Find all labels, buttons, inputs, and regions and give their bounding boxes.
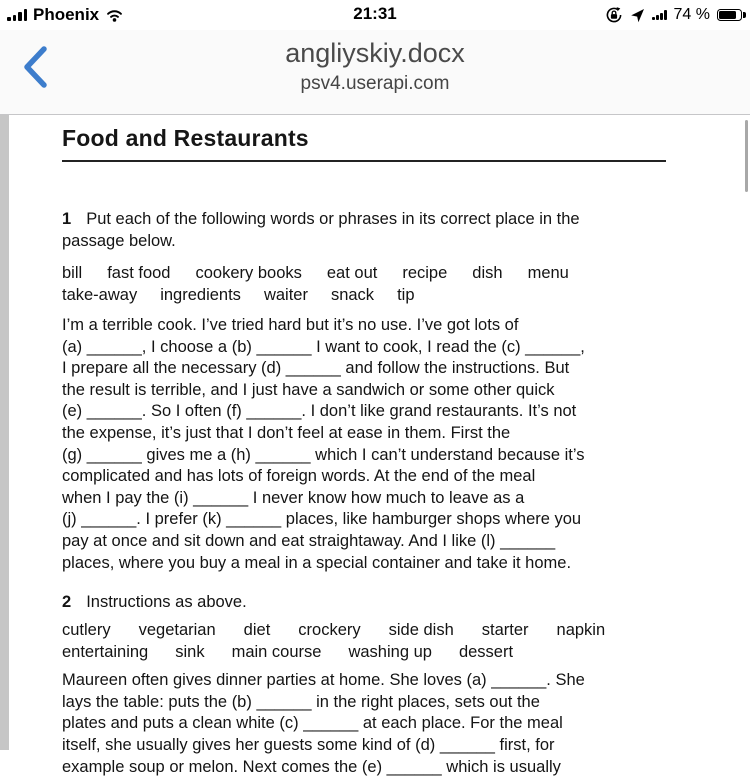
- word: sink: [175, 641, 204, 663]
- battery-icon: [717, 9, 742, 22]
- title-rule: [62, 160, 666, 162]
- file-title: angliyskiy.docx: [0, 30, 750, 70]
- passage-line: (e) ______. So I often (f) ______. I don’t like grand restaurants. It’s not: [62, 401, 700, 423]
- passage-line: when I pay the (i) ______ I never know how much to leave as a: [62, 488, 700, 510]
- word-bank-row: [62, 641, 700, 663]
- document-header: [0, 30, 750, 115]
- word: washing up: [348, 641, 431, 663]
- exercise1-passage: [62, 315, 700, 574]
- status-bar: [0, 0, 750, 30]
- word: recipe: [402, 262, 447, 284]
- passage-line: lays the table: puts the (b) ______ in the right places, sets out the: [62, 692, 700, 714]
- passage-line: I prepare all the necessary (d) ______ and follow the instructions. But: [62, 358, 700, 380]
- rotation-lock-icon: [605, 6, 623, 24]
- clock: 21:31: [353, 4, 396, 24]
- status-bar-right: [605, 6, 742, 24]
- battery-percent-label: 74 %: [674, 6, 710, 24]
- exercise1-instruction-cont: passage below.: [62, 230, 700, 252]
- word: snack: [331, 284, 374, 306]
- passage-line: the expense, it’s just that I don’t feel at ease in them. First the: [62, 423, 700, 445]
- carrier-label: Phoenix: [33, 5, 99, 25]
- file-source: psv4.userapi.com: [0, 72, 750, 95]
- cellular-signal-icon: [7, 9, 27, 21]
- exercise1-heading: [62, 208, 700, 230]
- word: entertaining: [62, 641, 148, 663]
- word: waiter: [264, 284, 308, 306]
- location-icon: [630, 8, 645, 23]
- status-bar-left: [7, 5, 124, 25]
- passage-line: places, where you buy a meal in a special container and take it home.: [62, 553, 700, 575]
- document-view[interactable]: [0, 115, 750, 750]
- passage-line: (g) ______ gives me a (h) ______ which I can’t understand because it’s: [62, 445, 700, 467]
- passage-line: (j) ______. I prefer (k) ______ places, like hamburger shops where you: [62, 509, 700, 531]
- word: ingredients: [160, 284, 241, 306]
- passage-line: the result is terrible, and I just have a sandwich or some other quick: [62, 380, 700, 402]
- scrollbar[interactable]: [745, 120, 748, 192]
- word-bank-row: [62, 262, 700, 284]
- wifi-icon: [105, 8, 124, 22]
- word: dessert: [459, 641, 513, 663]
- passage-line: pay at once and sit down and eat straightaway. And I like (l) ______: [62, 531, 700, 553]
- word-bank-row: [62, 284, 700, 306]
- passage-line: I’m a terrible cook. I’ve tried hard but it’s no use. I’ve got lots of: [62, 315, 700, 337]
- passage-line: plates and puts a clean white (c) ______ at each place. For the meal: [62, 713, 700, 735]
- exercise2-passage: [62, 670, 700, 778]
- page-title: Food and Restaurants: [62, 125, 700, 152]
- word: diet: [244, 619, 271, 641]
- word: dish: [472, 262, 502, 284]
- exercise1-instruction: Put each of the following words or phrases in its correct place in the: [86, 210, 579, 228]
- back-button[interactable]: [20, 45, 50, 89]
- word: vegetarian: [139, 619, 216, 641]
- word: fast food: [107, 262, 170, 284]
- exercise1-number: 1: [62, 208, 71, 230]
- word: crockery: [298, 619, 360, 641]
- word: cookery books: [195, 262, 301, 284]
- passage-line: (a) ______, I choose a (b) ______ I want to cook, I read the (c) ______,: [62, 337, 700, 359]
- passage-line: Maureen often gives dinner parties at home. She loves (a) ______. She: [62, 670, 700, 692]
- word: main course: [232, 641, 322, 663]
- word: take-away: [62, 284, 137, 306]
- word: eat out: [327, 262, 377, 284]
- exercise2-word-bank: [62, 619, 700, 663]
- word: cutlery: [62, 619, 111, 641]
- exercise2-number: 2: [62, 591, 71, 613]
- exercise1-word-bank: [62, 262, 700, 306]
- dual-sim-signal-icon: [652, 10, 667, 20]
- passage-line: example soup or melon. Next comes the (e) ______ which is usually: [62, 757, 700, 778]
- word: tip: [397, 284, 414, 306]
- exercise2-heading: [62, 591, 700, 613]
- word: side dish: [389, 619, 454, 641]
- page-edge: [0, 115, 9, 750]
- exercise2-instruction: Instructions as above.: [86, 593, 247, 611]
- passage-line: complicated and has lots of foreign words. At the end of the meal: [62, 466, 700, 488]
- word: napkin: [557, 619, 606, 641]
- word: starter: [482, 619, 529, 641]
- passage-line: itself, she usually gives her guests some kind of (d) ______ first, for: [62, 735, 700, 757]
- word: menu: [528, 262, 569, 284]
- word: bill: [62, 262, 82, 284]
- word-bank-row: [62, 619, 700, 641]
